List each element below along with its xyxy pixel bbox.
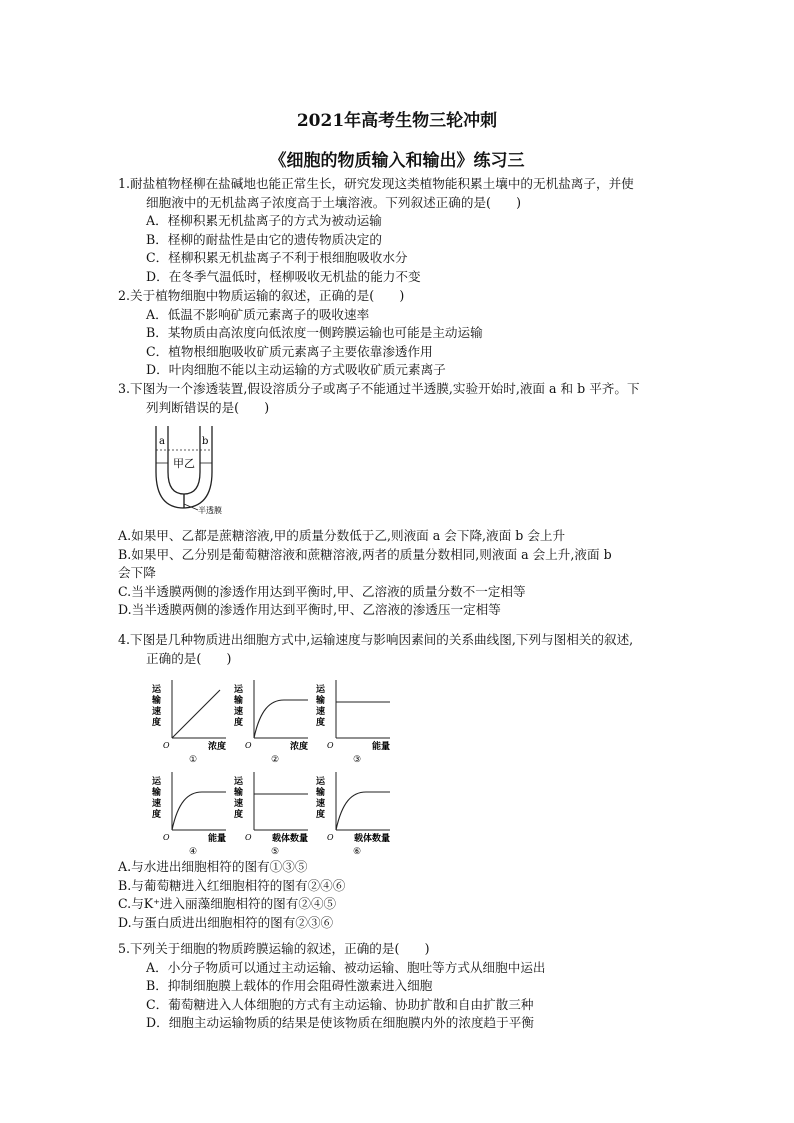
question-4-option-b: B.与葡萄糖进入红细胞相符的图有②④⑥ (118, 877, 346, 893)
graph-3-origin: O (327, 741, 334, 750)
graph-3-xlabel: 能量 (371, 742, 390, 752)
question-1-option-b: B．柽柳的耐盐性是由它的遗传物质决定的 (146, 231, 382, 247)
graph-4-ylabel-char: 速 (152, 799, 162, 809)
graph-3-ylabel-char: 度 (316, 718, 326, 728)
question-4-option-a: A.与水进出细胞相符的图有①③⑤ (118, 859, 308, 874)
graph-2-ylabel-char: 速 (234, 707, 244, 717)
graph-4-ylabel-char: 输 (152, 788, 162, 798)
label-a: a (159, 436, 165, 447)
question-1-option-c: C．柽柳积累无机盐离子不利于根细胞吸收水分 (146, 250, 408, 265)
question-1-stem-line-1: 1.耐盐植物柽柳在盐碱地也能正常生长，研究发现这类植物能积累土壤中的无机盐离子，并使 (118, 176, 634, 191)
graph-6-number: ⑥ (352, 847, 362, 856)
question-5-option-a: A．小分子物质可以通过主动运输、被动运输、胞吐等方式从细胞中运出 (146, 959, 546, 975)
graph-3-number: ③ (352, 755, 362, 765)
graph-5-xlabel: 载体数量 (271, 834, 308, 844)
question-3-option-b: B.如果甲、乙分别是葡萄糖溶液和蔗糖溶液,两者的质量分数相同,则液面 a 会上升,液面 b (118, 546, 612, 562)
question-1-option-d: D．在冬季气温低时，柽柳吸收无机盐的能力不变 (146, 268, 421, 284)
graph-6-ylabel-char: 输 (316, 788, 326, 798)
graph-5-origin: O (245, 833, 252, 842)
question-2-option-a: A．低温不影响矿质元素离子的吸收速率 (146, 306, 370, 322)
question-4-option-c: C.与K⁺进入丽藻细胞相符的图有②④⑤ (118, 896, 337, 911)
label-jia-yi: 甲乙 (173, 457, 195, 470)
graph-5-ylabel-char: 速 (234, 799, 244, 809)
question-2-option-b: B．某物质由高浓度向低浓度一侧跨膜运输也可能是主动运输 (146, 325, 483, 340)
graph-5-number: ⑤ (270, 847, 280, 856)
graph-6-ylabel-char: 速 (316, 799, 326, 809)
page-subtitle: 《细胞的物质输入和输出》练习三 (269, 151, 525, 171)
question-4 (118, 631, 708, 668)
graph-6-origin: O (327, 833, 334, 842)
graph-5-ylabel-char: 运 (234, 777, 244, 787)
graph-2-ylabel-char: 度 (234, 718, 244, 728)
graph-4-number: ④ (188, 847, 198, 856)
graph-1-number: ① (188, 755, 198, 765)
question-2 (118, 287, 708, 380)
graph-1-ylabel-char: 度 (152, 718, 162, 728)
question-3-option-a: A.如果甲、乙都是蔗糖溶液,甲的质量分数低于乙,则液面 a 会下降,液面 b 会上升 (118, 528, 566, 543)
question-3-stem-line-1: 3.下图为一个渗透装置,假设溶质分子或离子不能通过半透膜,实验开始时,液面 a 和 b 平齐。下 (118, 381, 640, 396)
label-b: b (202, 436, 209, 447)
graph-4-curve (172, 792, 226, 830)
graph-3-ylabel-char: 运 (316, 685, 326, 695)
graph-1-xlabel: 浓度 (207, 742, 226, 752)
question-3-option-c: C.当半透膜两侧的渗透作用达到平衡时,甲、乙溶液的质量分数不一定相等 (118, 583, 526, 599)
graph-1-ylabel-char: 运 (152, 685, 162, 695)
graph-1-ylabel-char: 输 (152, 696, 162, 706)
question-1-option-a: A．柽柳积累无机盐离子的方式为被动运输 (146, 213, 382, 228)
graph-3-ylabel-char: 输 (316, 696, 326, 706)
question-2-option-d: D．叶肉细胞不能以主动运输的方式吸收矿质元素离子 (146, 362, 446, 377)
question-3-stem-line-2: 列判断错误的是( ) (146, 399, 270, 415)
question-3 (118, 380, 708, 417)
question-1 (118, 175, 708, 286)
graph-4-ylabel-char: 度 (152, 810, 162, 820)
graph-4-xlabel: 能量 (207, 834, 226, 844)
question-4-options (118, 858, 708, 932)
graph-2-ylabel-char: 运 (234, 685, 244, 695)
question-2-option-c: C．植物根细胞吸收矿质元素离子主要依靠渗透作用 (146, 343, 433, 359)
graph-5-ylabel-char: 度 (234, 810, 244, 820)
question-4-stem-line-2: 正确的是( ) (146, 650, 232, 666)
graph-6-ylabel-char: 运 (316, 777, 326, 787)
graph-3-ylabel-char: 速 (316, 707, 326, 717)
graph-2-curve (254, 700, 308, 738)
question-3-option-d: D.当半透膜两侧的渗透作用达到平衡时,甲、乙溶液的渗透压一定相等 (118, 602, 501, 617)
transport-rate-graphs (150, 672, 410, 856)
graph-2-origin: O (245, 741, 252, 750)
question-5-option-c: C．葡萄糖进入人体细胞的方式有主动运输、协助扩散和自由扩散三种 (146, 996, 534, 1012)
graph-2-ylabel-char: 输 (234, 696, 244, 706)
question-5-option-b: B．抑制细胞膜上载体的作用会阻碍性激素进入细胞 (146, 978, 433, 993)
graph-2-xlabel: 浓度 (289, 742, 308, 752)
graph-2-number: ② (270, 755, 280, 765)
graph-4-origin: O (163, 833, 170, 842)
question-5-option-d: D．细胞主动运输物质的结果是使该物质在细胞膜内外的浓度趋于平衡 (146, 1015, 534, 1030)
graph-4-ylabel-char: 运 (152, 777, 162, 787)
question-3-option-b-cont: 会下降 (118, 565, 156, 580)
question-5-stem: 5.下列关于细胞的物质跨膜运输的叙述，正确的是( ) (118, 941, 430, 956)
page-title: 2021年高考生物三轮冲刺 (296, 111, 498, 131)
question-2-stem: 2.关于植物细胞中物质运输的叙述，正确的是( ) (118, 288, 405, 303)
graph-6-ylabel-char: 度 (316, 810, 326, 820)
question-5 (118, 940, 708, 1033)
graph-6-xlabel: 载体数量 (353, 834, 390, 844)
question-4-stem-line-1: 4.下图是几种物质进出细胞方式中,运输速度与影响因素间的关系曲线图,下列与图相关的叙述, (118, 632, 634, 647)
graph-1-curve (172, 690, 220, 738)
question-1-stem-line-2: 细胞液中的无机盐离子浓度高于土壤溶液。下列叙述正确的是( ) (146, 194, 522, 210)
graph-5-ylabel-char: 输 (234, 788, 244, 798)
osmosis-apparatus-figure (148, 420, 278, 515)
question-3-options (118, 527, 708, 620)
label-membrane: 半透膜 (198, 506, 222, 515)
graph-6-curve (336, 792, 390, 830)
graph-1-origin: O (163, 741, 170, 750)
graph-1-ylabel-char: 速 (152, 707, 162, 717)
question-4-option-d: D.与蛋白质进出细胞相符的图有②③⑥ (118, 914, 334, 930)
